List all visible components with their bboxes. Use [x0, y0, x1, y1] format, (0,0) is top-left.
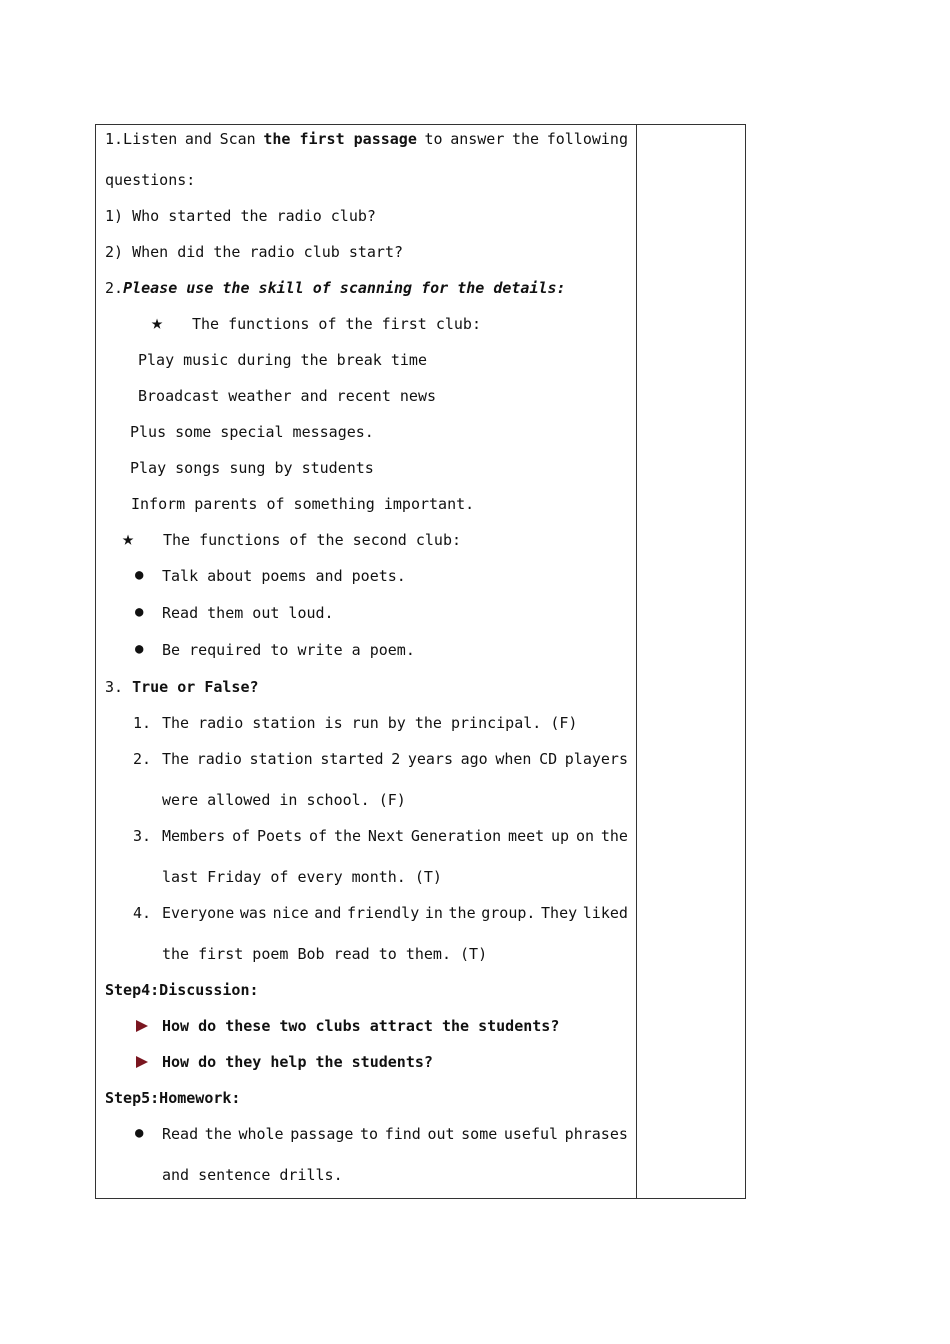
- first-club-heading: The functions of the first club:: [192, 315, 481, 333]
- q2-heading: [105, 279, 566, 297]
- word: some: [461, 1125, 498, 1143]
- bullet-icon: ●: [135, 641, 144, 657]
- tf-item-text: The radio station is run by the principal. (F): [162, 714, 578, 732]
- word: answer: [450, 130, 505, 148]
- first-club-item: Play songs sung by students: [130, 459, 374, 477]
- q1-line2: questions:: [105, 171, 196, 189]
- q1-line1: [105, 130, 628, 148]
- word: started: [320, 750, 384, 768]
- word: the: [204, 1125, 232, 1143]
- q1-sub1: 1) Who started the radio club?: [105, 207, 376, 225]
- second-club-item: Read them out loud.: [162, 604, 334, 622]
- arrow-bullet-icon: [136, 1020, 148, 1032]
- word: Read: [162, 1125, 199, 1143]
- word: Everyone: [162, 904, 235, 922]
- word: Generation: [410, 827, 502, 845]
- word: friendly: [347, 904, 420, 922]
- word: years: [407, 750, 453, 768]
- word: station: [249, 750, 313, 768]
- second-club-heading: The functions of the second club:: [163, 531, 462, 549]
- word: They: [541, 904, 578, 922]
- tf-item-text-cont: last Friday of every month. (T): [162, 868, 442, 886]
- discussion-item: How do they help the students?: [162, 1053, 433, 1071]
- word: meet: [508, 827, 545, 845]
- tf-item-number: 1.: [133, 714, 152, 732]
- word: and: [314, 904, 342, 922]
- first-club-item: Plus some special messages.: [130, 423, 374, 441]
- second-club-item: Be required to write a poem.: [162, 641, 415, 659]
- q3-heading: [105, 678, 259, 696]
- lesson-table: [95, 124, 746, 1199]
- word: Scan: [219, 130, 256, 148]
- word: was: [239, 904, 267, 922]
- word: 2: [391, 750, 401, 768]
- word: when: [495, 750, 532, 768]
- word: Next: [367, 827, 405, 845]
- word: of: [232, 827, 251, 845]
- word: radio: [196, 750, 242, 768]
- homework-item: [162, 1125, 628, 1143]
- tf-item-text: [162, 827, 628, 845]
- word: the: [333, 827, 362, 845]
- discussion-item: How do these two clubs attract the students?: [162, 1017, 560, 1035]
- bullet-icon: ●: [135, 1125, 144, 1141]
- word: following: [546, 130, 628, 148]
- arrow-bullet-icon: [136, 1056, 148, 1068]
- step5-title: Step5:Homework:: [105, 1089, 241, 1107]
- word: CD: [539, 750, 558, 768]
- q1-sub2: 2) When did the radio club start?: [105, 243, 404, 261]
- word: to: [360, 1125, 379, 1143]
- word: and: [184, 130, 212, 148]
- tf-item-text: [162, 904, 628, 922]
- first-club-item: Broadcast weather and recent news: [138, 387, 437, 405]
- q2-title: Please use the skill of scanning for the details:: [123, 279, 566, 297]
- word: Poets: [257, 827, 303, 845]
- step4-title: Step4:Discussion:: [105, 981, 259, 999]
- tf-item-text-cont: the first poem Bob read to them. (T): [162, 945, 488, 963]
- word: the: [448, 904, 476, 922]
- word: on: [575, 827, 595, 845]
- word: Members: [162, 827, 226, 845]
- word: players: [564, 750, 628, 768]
- homework-item-cont: and sentence drills.: [162, 1166, 343, 1184]
- word: of: [309, 827, 328, 845]
- tf-item-number: 4.: [133, 904, 152, 922]
- emphasis-text: the first passage: [263, 130, 417, 148]
- first-club-item: Inform parents of something important.: [131, 495, 475, 513]
- word: useful: [503, 1125, 559, 1143]
- bullet-icon: ●: [135, 604, 144, 620]
- word: the: [512, 130, 540, 148]
- word: in: [424, 904, 443, 922]
- word: phrases: [564, 1125, 628, 1143]
- word: the: [600, 827, 628, 845]
- q3-number: 3.: [105, 678, 124, 696]
- tf-item-text: [162, 750, 628, 768]
- word: to: [424, 130, 443, 148]
- word: nice: [272, 904, 309, 922]
- first-club-item: Play music during the break time: [138, 351, 427, 369]
- word: liked: [582, 904, 628, 922]
- word: group.: [481, 904, 536, 922]
- tf-item-text-cont: were allowed in school. (F): [162, 791, 406, 809]
- q3-title: True or False?: [132, 678, 259, 696]
- bullet-icon: ●: [135, 567, 144, 583]
- second-club-item: Talk about poems and poets.: [162, 567, 406, 585]
- column-divider: [636, 125, 637, 1198]
- word: The: [162, 750, 190, 768]
- star-icon: ★: [122, 526, 135, 550]
- word: up: [551, 827, 570, 845]
- tf-item-number: 2.: [133, 750, 152, 768]
- word: out: [427, 1125, 455, 1143]
- word: whole: [238, 1125, 284, 1143]
- star-icon: ★: [151, 310, 164, 334]
- q2-number: 2.: [105, 279, 124, 297]
- word: passage: [290, 1125, 354, 1143]
- word: ago: [460, 750, 488, 768]
- word: find: [384, 1125, 421, 1143]
- word: 1.Listen: [105, 130, 178, 148]
- tf-item-number: 3.: [133, 827, 152, 845]
